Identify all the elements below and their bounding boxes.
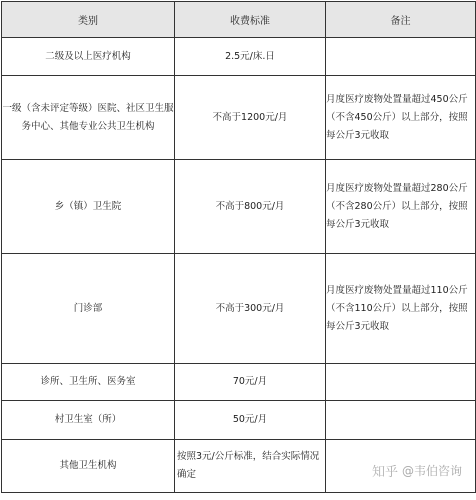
- table-row: [2, 401, 476, 440]
- zhihu-logo: 知乎: [371, 465, 398, 480]
- fee-table: [1, 1, 476, 493]
- row-standard: 50元/月: [175, 401, 326, 440]
- header-standard: 收费标准: [175, 2, 326, 38]
- table-row: [2, 160, 476, 254]
- row-note: [326, 364, 476, 401]
- row-standard: 按照3元/公斤标准，结合实际情况确定: [175, 440, 326, 493]
- row-note: 月度医疗废物处置量超过450公斤（不含450公斤）以上部分，按照每公斤3元收取: [326, 76, 476, 160]
- row-note: 月度医疗废物处置量超过280公斤（不含280公斤）以上部分，按照每公斤3元收取: [326, 160, 476, 254]
- row-category: 乡（镇）卫生院: [2, 160, 175, 254]
- header-category: 类别: [2, 2, 175, 38]
- table-row: [2, 38, 476, 76]
- row-category: 其他卫生机构: [2, 440, 175, 493]
- row-category: 一级（含未评定等级）医院、社区卫生服务中心、其他专业公共卫生机构: [2, 76, 175, 160]
- row-note: [326, 401, 476, 440]
- table-row: [2, 254, 476, 364]
- row-standard: 2.5元/床.日: [175, 38, 326, 76]
- row-category: 二级及以上医疗机构: [2, 38, 175, 76]
- row-note: [326, 38, 476, 76]
- row-category: 村卫生室（所）: [2, 401, 175, 440]
- row-category: 门诊部: [2, 254, 175, 364]
- table-row: [2, 364, 476, 401]
- row-note: 月度医疗废物处置量超过110公斤（不含110公斤）以上部分，按照每公斤3元收取: [326, 254, 476, 364]
- row-standard: 70元/月: [175, 364, 326, 401]
- row-standard: 不高于300元/月: [175, 254, 326, 364]
- watermark: [372, 461, 462, 480]
- watermark-text: @韦伯咨询: [401, 464, 462, 478]
- header-note: 备注: [326, 2, 476, 38]
- row-standard: 不高于1200元/月: [175, 76, 326, 160]
- table-header-row: [2, 2, 476, 38]
- table-row: [2, 76, 476, 160]
- row-standard: 不高于800元/月: [175, 160, 326, 254]
- row-category: 诊所、卫生所、医务室: [2, 364, 175, 401]
